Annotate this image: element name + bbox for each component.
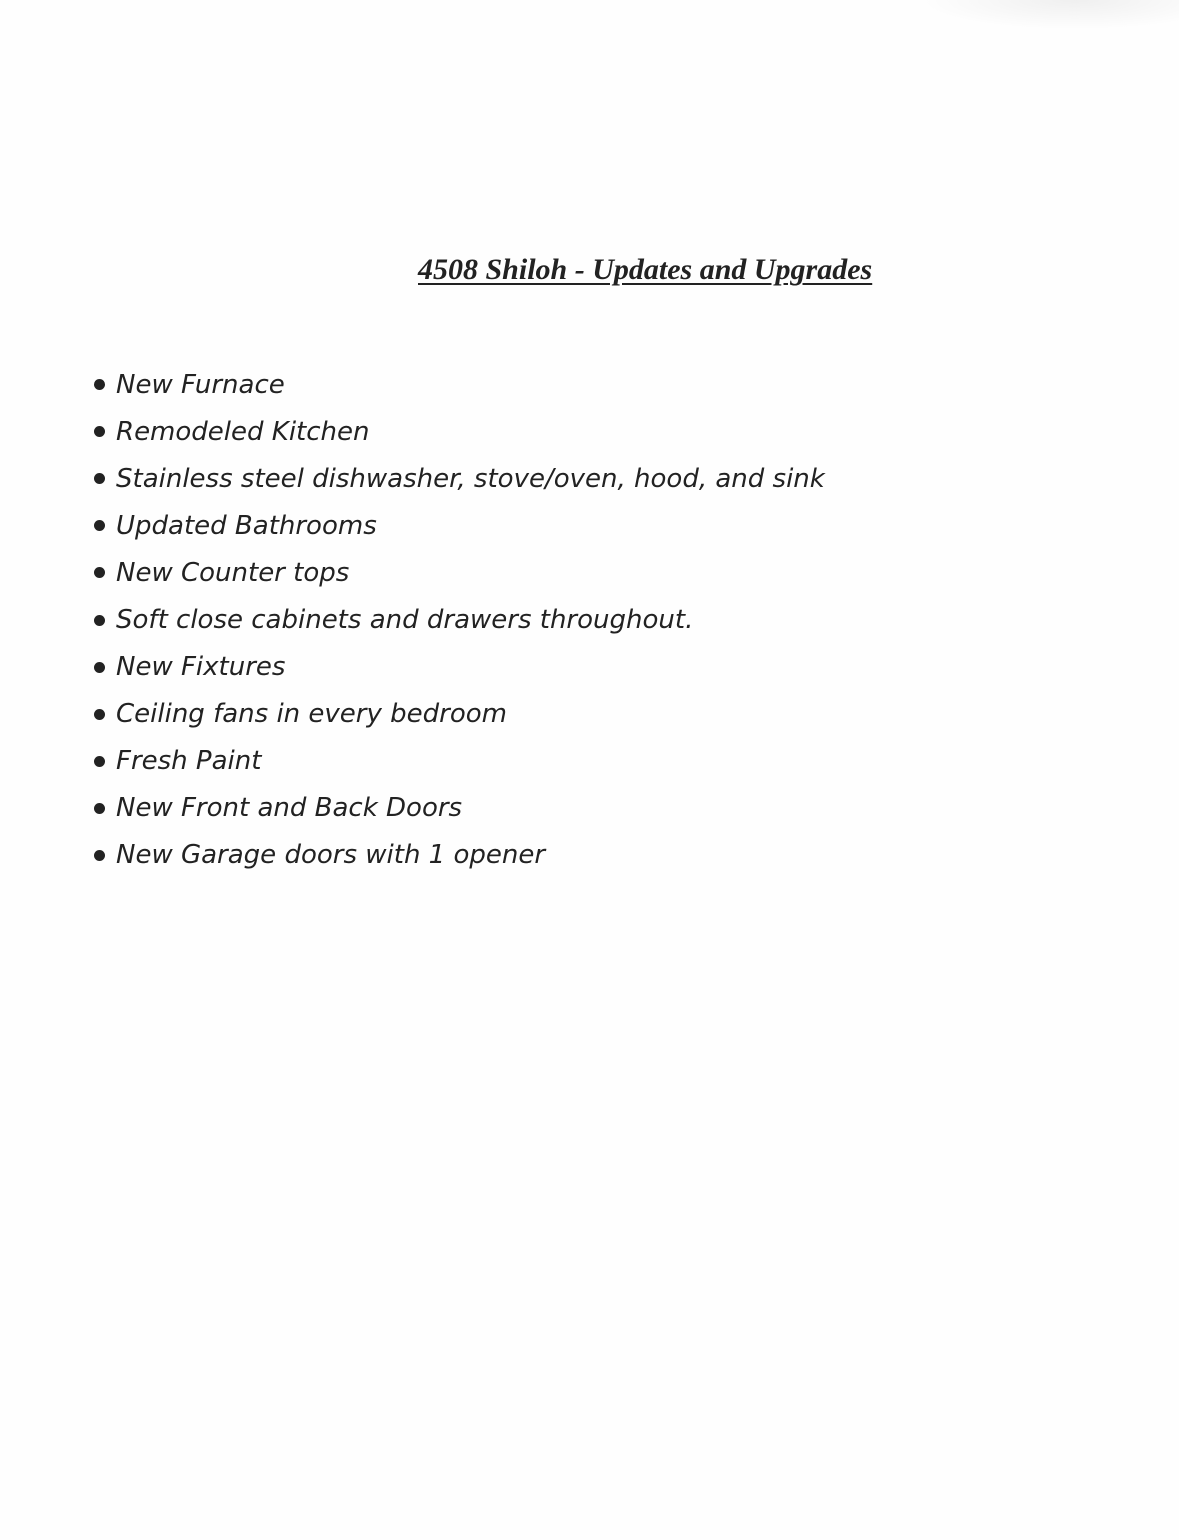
list-item-label: Ceiling fans in every bedroom (116, 699, 507, 730)
upgrades-list (90, 361, 825, 879)
bullet-icon (94, 473, 105, 484)
document-title: 4508 Shiloh - Updates and Upgrades (418, 253, 873, 286)
list-item-label: Stainless steel dishwasher, stove/oven, hood, and sink (116, 463, 825, 494)
list-item (90, 691, 825, 738)
list-item-label: Fresh Paint (116, 746, 262, 777)
bullet-icon (94, 709, 105, 720)
list-item-label: Soft close cabinets and drawers throughout. (116, 605, 694, 636)
list-item (90, 502, 825, 549)
bullet-icon (94, 520, 105, 531)
list-item (90, 832, 825, 879)
bullet-icon (94, 426, 105, 437)
bullet-icon (94, 615, 105, 626)
list-item (90, 738, 825, 785)
bullet-icon (94, 850, 105, 861)
list-item (90, 361, 825, 408)
list-item-label: New Front and Back Doors (116, 793, 463, 824)
bullet-icon (94, 803, 105, 814)
list-item (90, 596, 825, 643)
bullet-icon (94, 567, 105, 578)
bullet-icon (94, 662, 105, 673)
list-item (90, 549, 825, 596)
bullet-icon (94, 379, 105, 390)
page-corner-shadow (919, 0, 1179, 30)
list-item-label: Updated Bathrooms (116, 510, 377, 541)
list-item (90, 785, 825, 832)
bullet-icon (94, 756, 105, 767)
list-item-label: New Garage doors with 1 opener (116, 840, 546, 871)
list-item (90, 644, 825, 691)
list-item (90, 455, 825, 502)
list-item (90, 408, 825, 455)
list-item-label: New Furnace (116, 369, 285, 400)
list-item-label: New Fixtures (116, 652, 286, 683)
list-item-label: New Counter tops (116, 557, 350, 588)
list-item-label: Remodeled Kitchen (116, 416, 370, 447)
